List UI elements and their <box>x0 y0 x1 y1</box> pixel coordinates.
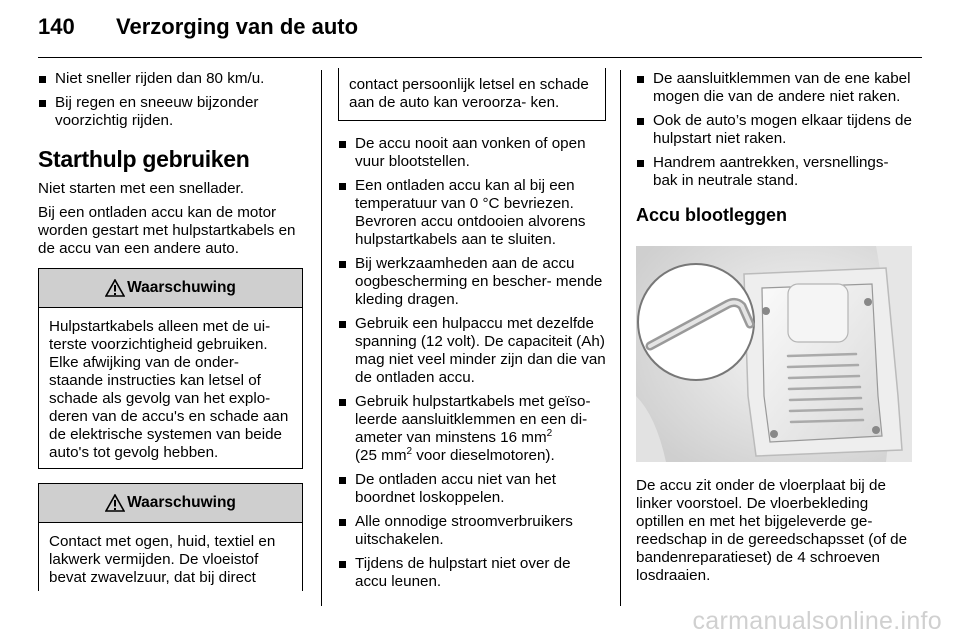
warning-triangle-icon <box>105 494 125 512</box>
list-item: Gebruik een hulpaccu met dezelfde spanning (12 volt). De capaciteit (Ah) mag niet veel minder zijn dan die van de ontladen accu. <box>338 315 606 387</box>
warning-text: Contact met ogen, huid, textiel en lakwerk vermijden. De vloeistof bevat zwavelzuur, dat bij direct <box>49 533 276 586</box>
bullet-icon <box>339 183 346 190</box>
column-2 <box>338 70 606 597</box>
paragraph: Niet starten met een snellader. <box>38 180 244 197</box>
bullet-icon <box>339 321 346 328</box>
bullet-icon <box>339 519 346 526</box>
list-item: De ontladen accu niet van het boordnet loskoppelen. <box>338 471 606 507</box>
list-item: Niet sneller rijden dan 80 km/u. <box>38 70 303 88</box>
list-item: Alle onnodige stroomverbruikers uitschakelen. <box>338 513 606 549</box>
warning-box <box>38 483 303 591</box>
list-item: Bij regen en sneeuw bijzonder voorzichtig rijden. <box>38 94 303 130</box>
bullet-list <box>636 70 912 190</box>
battery-floor-plate-photo <box>636 246 912 462</box>
column-1 <box>38 70 303 591</box>
warning-title: Waarschuwing <box>127 279 236 296</box>
column-3 <box>636 70 912 591</box>
bullet-icon <box>339 261 346 268</box>
warning-header <box>39 484 302 523</box>
list-item: De accu nooit aan vonken of open vuur blootstellen. <box>338 135 606 171</box>
list-item: Handrem aantrekken, versnellings- bak in neutrale stand. <box>636 154 912 190</box>
paragraph: Bij een ontladen accu kan de motor worden gestart met hulpstartkabels en de accu van een andere auto. <box>38 204 296 257</box>
bullet-icon <box>339 561 346 568</box>
warning-triangle-icon <box>105 279 125 297</box>
list-item: Bij werkzaamheden aan de accu oogbescherming en bescher- mende kleding dragen. <box>338 255 606 309</box>
watermark: carmanualsonline.info <box>692 607 942 635</box>
list-item: Gebruik hulpstartkabels met geïso- leerde aansluitklemmen en een di- ameter van minstens 16 $mm^2$ (25 $mm^2$ voor dieselmotoren). <box>338 393 606 465</box>
bullet-icon <box>39 76 46 83</box>
bullet-icon <box>637 160 644 167</box>
bullet-icon <box>339 477 346 484</box>
list-item: Ook de auto’s mogen elkaar tijdens de hulpstart niet raken. <box>636 112 912 148</box>
bullet-list <box>38 70 303 130</box>
section-heading: Starthulp gebruiken <box>38 146 250 172</box>
list-item: De aansluitklemmen van de ene kabel mogen die van de andere niet raken. <box>636 70 912 106</box>
bullet-icon <box>637 76 644 83</box>
column-divider <box>620 70 621 606</box>
section-heading: Accu blootleggen <box>636 205 788 225</box>
warning-header <box>39 269 302 308</box>
warning-box <box>38 268 303 469</box>
page-number: 140 <box>38 14 75 39</box>
header-divider <box>38 57 922 58</box>
paragraph: De accu zit onder de vloerplaat bij de linker voorstoel. De vloerbekleding optillen en met het bijgeleverde ge- reedschap in de gereedschapsset (of de bandenreparatieset) de 4 schroeven losdraaien. <box>636 477 908 584</box>
bullet-list <box>338 135 606 591</box>
column-divider <box>321 70 322 606</box>
warning-text: Hulpstartkabels alleen met de ui- terste voorzichtigheid gebruiken. Elke afwijking van de onder- staande instructies kan letsel of schade als gevolg van het explo- deren van de accu's en schade aan de elektrische systemen van beide auto's tot gevolg hebben. <box>49 318 289 461</box>
bullet-icon <box>339 399 346 406</box>
warning-continuation: contact persoonlijk letsel en schade aan de auto kan veroorza- ken. <box>338 68 606 121</box>
bullet-icon <box>39 100 46 107</box>
list-item: Een ontladen accu kan al bij een temperatuur van 0 °C bevriezen. Bevroren accu ontdooien alvorens hulpstartkabels aan te sluiten. <box>338 177 606 249</box>
page-title: Verzorging van de auto <box>116 14 359 39</box>
bullet-icon <box>339 141 346 148</box>
list-item: Tijdens de hulpstart niet over de accu leunen. <box>338 555 606 591</box>
warning-title: Waarschuwing <box>127 494 236 511</box>
bullet-icon <box>637 118 644 125</box>
